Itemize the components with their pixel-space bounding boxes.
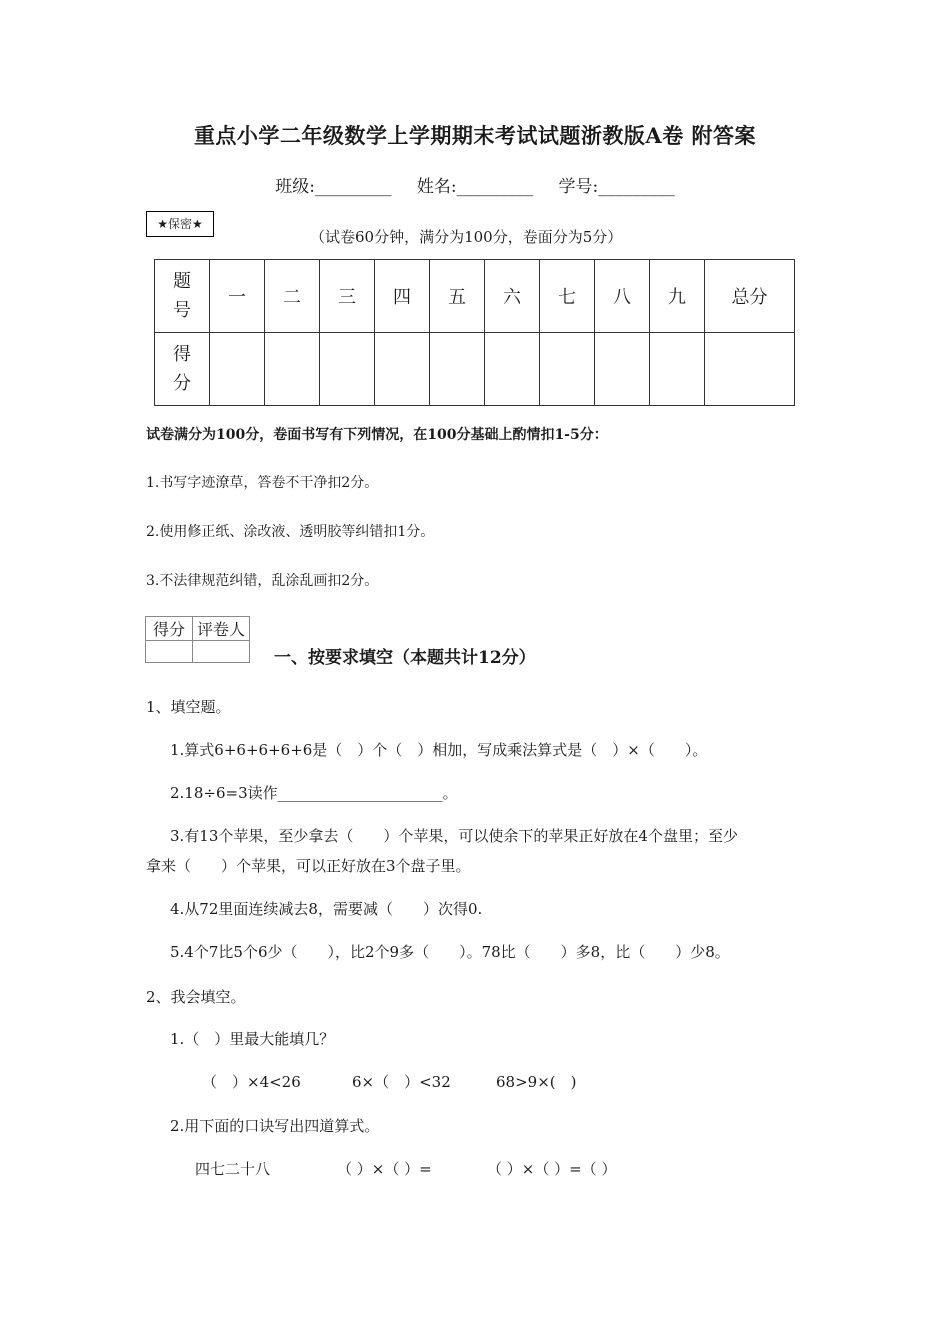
multiplication-rhyme: 四七二十八 bbox=[195, 1160, 271, 1178]
header-cell-total: 总分 bbox=[705, 260, 795, 333]
secret-badge: ★保密★ bbox=[146, 211, 214, 237]
header-cell: 五 bbox=[430, 260, 485, 333]
question-item: 5.4个7比5个6少（ ），比2个9多（ ）。78比（ ）多8，比（ ）少8。 bbox=[170, 943, 730, 961]
inequality-item: 6×（ ）<32 bbox=[352, 1073, 451, 1091]
header-cell: 一 bbox=[210, 260, 265, 333]
page-title: 重点小学二年级数学上学期期末考试试题浙教版A卷 附答案 bbox=[193, 123, 757, 148]
section-title: 一、按要求填空（本题共计12分） bbox=[274, 648, 536, 668]
score-cell[interactable] bbox=[485, 333, 540, 406]
row-label-score: 得 分 bbox=[155, 333, 210, 406]
score-cell[interactable] bbox=[650, 333, 705, 406]
sub-question: 1.（ ）里最大能填几？ bbox=[170, 1030, 335, 1048]
header-cell: 八 bbox=[595, 260, 650, 333]
score-table bbox=[154, 259, 795, 406]
score-cell[interactable] bbox=[375, 333, 430, 406]
exam-duration-note: （试卷60分钟，满分为100分，卷面分为5分） bbox=[310, 228, 623, 246]
question-item: 2.18÷6=3读作______________________。 bbox=[170, 784, 458, 802]
score-cell[interactable] bbox=[265, 333, 320, 406]
class-field[interactable]: 班级:_________ bbox=[275, 177, 392, 197]
grader-name-label: 评卷人 bbox=[193, 617, 250, 641]
grader-score-label: 得分 bbox=[146, 617, 193, 641]
inequality-item: （ ）×4<26 bbox=[202, 1073, 301, 1091]
score-table-header-row bbox=[155, 260, 795, 333]
question-heading: 2、我会填空。 bbox=[146, 988, 246, 1006]
question-item: 1.算式6+6+6+6+6是（ ）个（ ）相加，写成乘法算式是（ ）×（ ）。 bbox=[170, 741, 708, 759]
score-cell-total[interactable] bbox=[705, 333, 795, 406]
grader-box bbox=[145, 616, 250, 663]
deduction-rule: 1.书写字迹潦草，答卷不干净扣2分。 bbox=[146, 475, 379, 491]
score-cell[interactable] bbox=[210, 333, 265, 406]
deduction-rule: 3.不法律规范纠错，乱涂乱画扣2分。 bbox=[146, 573, 379, 589]
header-cell: 四 bbox=[375, 260, 430, 333]
student-info-line bbox=[0, 172, 950, 197]
grader-name-cell[interactable] bbox=[193, 641, 250, 663]
score-cell[interactable] bbox=[320, 333, 375, 406]
equation-blank: （ ）×（ ）= bbox=[337, 1160, 432, 1178]
deduction-heading: 试卷满分为100分，卷面书写有下列情况，在100分基础上酌情扣1-5分： bbox=[146, 427, 608, 443]
header-cell: 六 bbox=[485, 260, 540, 333]
score-cell[interactable] bbox=[595, 333, 650, 406]
header-cell: 七 bbox=[540, 260, 595, 333]
question-item: 3.有13个苹果，至少拿去（ ）个苹果，可以使余下的苹果正好放在4个盘里；至少 bbox=[170, 827, 738, 845]
question-heading: 1、填空题。 bbox=[146, 698, 231, 716]
question-item: 4.从72里面连续减去8，需要减（ ）次得0. bbox=[170, 900, 483, 918]
equation-blank: （ ）×（ ）=（ ） bbox=[487, 1160, 617, 1178]
question-item-continued: 拿来（ ）个苹果，可以正好放在3个盘子里。 bbox=[146, 857, 471, 875]
grader-score-cell[interactable] bbox=[146, 641, 193, 663]
header-cell: 二 bbox=[265, 260, 320, 333]
score-cell[interactable] bbox=[540, 333, 595, 406]
sub-question: 2.用下面的口诀写出四道算式。 bbox=[170, 1117, 380, 1135]
deduction-rule: 2.使用修正纸、涂改液、透明胶等纠错扣1分。 bbox=[146, 524, 435, 540]
row-label-question-number: 题 号 bbox=[155, 260, 210, 333]
score-table-score-row bbox=[155, 333, 795, 406]
student-id-field[interactable]: 学号:_________ bbox=[558, 177, 675, 197]
inequality-item: 68>9×( ) bbox=[496, 1073, 577, 1091]
score-cell[interactable] bbox=[430, 333, 485, 406]
header-cell: 三 bbox=[320, 260, 375, 333]
header-cell: 九 bbox=[650, 260, 705, 333]
name-field[interactable]: 姓名:_________ bbox=[416, 177, 534, 197]
